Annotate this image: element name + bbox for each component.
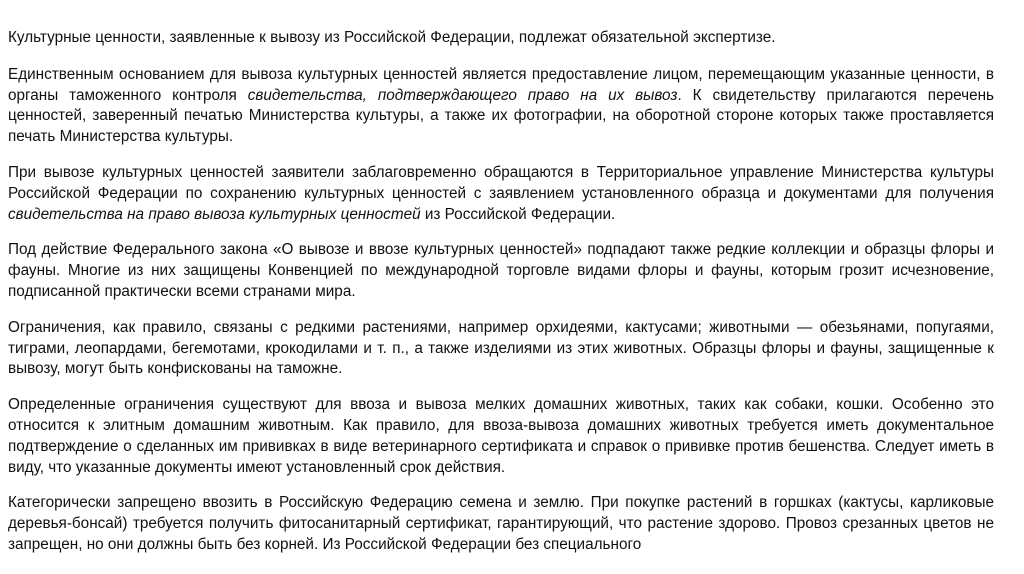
paragraph-text: . К свидетельству прилагаются перечень ценностей, заверенный печатью Министерства культуры, а также их фотографии, на оборотной стороне которых также проставляется печать Министерства культуры. bbox=[8, 86, 995, 146]
paragraph-text: Единственным основанием для вывоза культурных ценностей является предоставление лицом, перемещающим указанные ценности, в органы таможенного контроля bbox=[8, 65, 994, 104]
paragraph-text: При вывозе культурных ценностей заявители заблаговременно обращаются в Территориальное управление Министерства культуры Российской Федерации по сохранению культурных ценностей с заявлением установленного образца и документами для получения bbox=[8, 163, 994, 202]
paragraph-export-certificate bbox=[8, 65, 994, 148]
paragraph-pets: Определенные ограничения существуют для ввоза и вывоза мелких домашних животных, таких как собаки, кошки. Особенно это относится к элитным домашним животным. Как правило, для ввоза-вывоза домашних животных требуется иметь документальное подтверждение о сделанных им прививках в виде ветеринарного сертификата и справок о прививке против бешенства. Следует иметь в виду, что указанные документы имеют установленный срок действия. bbox=[8, 396, 994, 476]
emphasis-certificate-term: свидетельства на право вывоза культурных ценностей bbox=[8, 205, 421, 223]
paragraph-restrictions: Ограничения, как правило, связаны с редкими растениями, например орхидеями, кактусами; животными — обезьянами, попугаями, тиграми, леопардами, бегемотами, крокодилами и т. п., а также изделиями из этих животных. Образцы флоры и фауны, защищенные к вывозу, могут быть конфискованы на таможне. bbox=[8, 318, 994, 378]
paragraph-application-procedure bbox=[8, 163, 994, 225]
paragraph-flora-fauna-law: Под действие Федерального закона «О вывозе и ввозе культурных ценностей» подпадают также редкие коллекции и образцы флоры и фауны. Многие из них защищены Конвенцией по международной торговле видами флоры и фауны, которым грозит исчезновение, подписанной практически всеми странами мира. bbox=[8, 241, 994, 300]
document-body bbox=[8, 28, 994, 571]
paragraph-seeds-soil: Категорически запрещено ввозить в Российскую Федерацию семена и землю. При покупке растений в горшках (кактусы, карликовые деревья-бонсай) требуется получить фитосанитарный сертификат, гарантирующий, что растение здорово. Провоз срезанных цветов не запрещен, но они должны быть без корней. Из Российской Федерации без специального bbox=[8, 494, 994, 553]
paragraph-text: из Российской Федерации. bbox=[420, 205, 616, 223]
paragraph-expertise: Культурные ценности, заявленные к вывозу из Российской Федерации, подлежат обязательной экспертизе. bbox=[8, 29, 776, 46]
emphasis-certificate-term: свидетельства, подтверждающего право на их вывоз bbox=[247, 86, 678, 104]
